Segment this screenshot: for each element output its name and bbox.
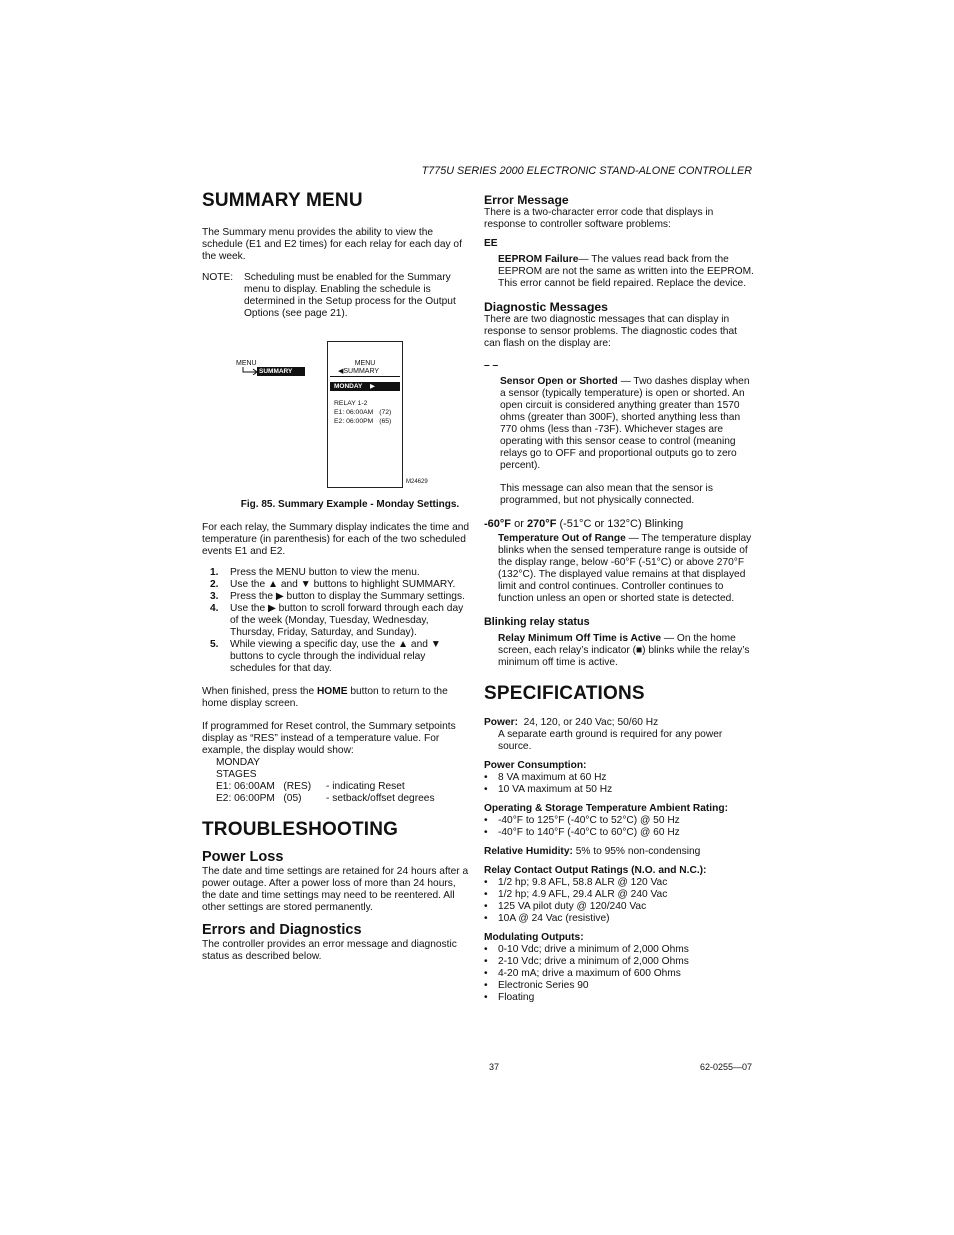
errors-heading: Errors and Diagnostics [202, 922, 362, 938]
list-item [484, 772, 754, 784]
humidity-value: 5% to 95% non-condensing [572, 846, 701, 857]
humidity-spec [484, 846, 754, 858]
power-label: Power: [484, 717, 518, 728]
sensor-text: — Two dashes display when a sensor (typically temperature) is open or shorted. An open circuit is considered anything greater than 1570 ohms (greater than 300F), shorted anything less than 770 ohms (less than -73F). Whichever stages are operating with this sensor cease to control (meaning relays go to OFF and proportional outputs go to zero percent). [500, 376, 750, 471]
fig-left-summary: SUMMARY [257, 367, 305, 376]
list-item [484, 827, 754, 839]
list-item [484, 901, 754, 913]
step-text: Press the ▶ button to display the Summary settings. [230, 591, 465, 602]
list-item [484, 877, 754, 889]
reset-example [202, 757, 470, 805]
range-t1: or [511, 518, 527, 530]
error-code: EE [484, 238, 498, 249]
consumption-list [484, 772, 754, 796]
step-item [202, 603, 470, 639]
fig-e1-row [334, 408, 391, 417]
range-item-text: — The temperature display blinks when the sensed temperature range is outside of the display range, below -60°F (-51°C) or above 270°F (132°C). The displayed value remains at that displayed limit and control continues. Controller continues to function unless an open or shorted state is detected. [498, 533, 752, 604]
fig-caption: Fig. 85. Summary Example - Monday Settings. [240, 499, 460, 510]
reset-cell: - setback/offset degrees [326, 793, 435, 804]
blinking-heading: Blinking relay status [484, 616, 590, 628]
bullet: • [484, 956, 488, 967]
power-loss-heading: Power Loss [202, 849, 284, 865]
eeprom-item [484, 254, 754, 290]
diagnostic-intro: There are two diagnostic messages that can display in response to sensor problems. The diagnostic codes that can flash on the display are: [484, 314, 737, 349]
left-arrow-icon: ◀ [338, 368, 344, 375]
step-number: 5. [210, 639, 219, 650]
step-item [202, 639, 470, 675]
bullet: • [484, 815, 488, 826]
relay-list [484, 877, 754, 925]
blinking-text: — On the home screen, each relay’s indicator (■) blinks while the relay’s minimum off time is active. [498, 633, 750, 668]
finished-text [202, 686, 470, 710]
list-item [484, 980, 754, 992]
finished-bold: HOME [316, 686, 348, 697]
summary-steps [202, 567, 470, 675]
eeprom-text: — The values read back from the EEPROM are not the same as written into the EEPROM. This error cannot be field repaired. Replace the device. [498, 254, 754, 289]
humidity-label: Relative Humidity: [484, 846, 573, 857]
step-item [202, 591, 470, 603]
reset-cell: E1: 06:00AM (RES) [216, 781, 312, 792]
step-text: While viewing a specific day, use the ▲ and ▼ buttons to cycle through the individual relay schedules for that day. [230, 639, 441, 674]
sensor-item [484, 376, 754, 472]
list-item-text: 4-20 mA; drive a maximum of 600 Ohms [498, 968, 681, 979]
list-item-text: 1/2 hp; 9.8 AFL, 58.8 ALR @ 120 Vac [498, 877, 668, 888]
temp-list [484, 815, 754, 839]
list-item-text: Electronic Series 90 [498, 980, 589, 991]
list-item [484, 889, 754, 901]
step-item [202, 567, 470, 579]
reset-cell: E2: 06:00PM (05) [216, 793, 302, 804]
dash-code: – – [484, 360, 499, 371]
fig-code: M24629 [406, 479, 428, 485]
errors-text: The controller provides an error message and diagnostic status as described below. [202, 939, 457, 962]
relay-label: Relay Contact Output Ratings (N.O. and N.C.): [484, 865, 707, 876]
fig-screen-summary: SUMMARY [343, 368, 380, 375]
finished-post: button to return to the home display screen. [202, 686, 448, 709]
note-label: NOTE: [202, 272, 234, 283]
return-arrow-icon [242, 367, 258, 375]
list-item-text: 8 VA maximum at 60 Hz [498, 772, 607, 783]
left-column-lower [202, 522, 470, 963]
fig-screen-menu: MENU [354, 360, 376, 367]
summary-menu-heading: SUMMARY MENU [202, 190, 363, 211]
list-item [484, 784, 754, 796]
fig-screen-summary-row [338, 368, 379, 376]
step-text: Press the MENU button to view the menu. [230, 567, 420, 578]
range-b1: -60°F [484, 518, 512, 530]
power-loss-text: The date and time settings are retained for 24 hours after a power outage. After a power loss of more than 24 hours, the date and time settings may need to be reentered. All other settings are stored permanently. [202, 866, 469, 913]
blinking-item [484, 633, 754, 669]
sensor-bold: Sensor Open or Shorted [500, 376, 618, 387]
bullet: • [484, 901, 488, 912]
fig-day-bar [330, 382, 400, 391]
eeprom-bold: EEPROM Failure [498, 254, 579, 265]
bullet: • [484, 784, 488, 795]
fig-divider [330, 376, 400, 377]
right-column [484, 193, 754, 1004]
document-number: 62-0255—07 [699, 1062, 752, 1072]
bullet: • [484, 877, 488, 888]
reset-line: MONDAY [216, 757, 260, 768]
diagnostic-heading: Diagnostic Messages [484, 300, 608, 314]
power-value: 24, 120, or 240 Vac; 50/60 Hz [517, 717, 659, 728]
bullet: • [484, 968, 488, 979]
list-item-text: 1/2 hp; 4.9 AFL, 29.4 ALR @ 240 Vac [498, 889, 668, 900]
bullet: • [484, 913, 488, 924]
list-item-text: 125 VA pilot duty @ 120/240 Vac [498, 901, 647, 912]
fig-e2: E2: 06:00PM [334, 418, 374, 425]
list-item-text: 0-10 Vdc; drive a minimum of 2,000 Ohms [498, 944, 689, 955]
list-item [484, 968, 754, 980]
list-item-text: 2-10 Vdc; drive a minimum of 2,000 Ohms [498, 956, 689, 967]
specifications-heading: SPECIFICATIONS [484, 683, 645, 704]
summary-intro: The Summary menu provides the ability to view the schedule (E1 and E2 times) for each relay for each day of the week. [202, 227, 462, 262]
list-item-text: Floating [498, 992, 535, 1003]
fig-screen [327, 341, 403, 488]
range-code [484, 518, 754, 530]
reset-text: If programmed for Reset control, the Summary setpoints display as “RES” instead of a temperature value. For example, the display would show: [202, 721, 456, 756]
list-item-text: 10 VA maximum at 50 Hz [498, 784, 613, 795]
fig-e2-val: (65) [379, 418, 392, 425]
finished-pre: When finished, press the [202, 686, 317, 697]
range-t2: (-51°C or 132°C) Blinking [556, 518, 684, 530]
blinking-bold: Relay Minimum Off Time is Active [498, 633, 662, 644]
power-spec [484, 717, 754, 729]
error-message-intro: There is a two-character error code that displays in response to controller software problems: [484, 207, 714, 230]
step-number: 1. [210, 567, 219, 578]
fig-e1: E1: 06:00AM [334, 409, 374, 416]
range-item-bold: Temperature Out of Range [498, 533, 626, 544]
bullet: • [484, 889, 488, 900]
bullet: • [484, 827, 488, 838]
reset-cell: - indicating Reset [326, 781, 405, 792]
list-item [484, 956, 754, 968]
bullet: • [484, 992, 488, 1003]
sensor-extra: This message can also mean that the sensor is programmed, but not physically connected. [500, 483, 713, 506]
fig-relay: RELAY 1-2 [334, 400, 368, 407]
bullet: • [484, 944, 488, 955]
summary-figure [230, 340, 470, 490]
step-number: 4. [210, 603, 219, 614]
list-item-text: 10A @ 24 Vac (resistive) [498, 913, 610, 924]
bullet: • [484, 980, 488, 991]
fig-e2-row [334, 417, 391, 426]
list-item-text: -40°F to 140°F (-40°C to 60°C) @ 60 Hz [498, 827, 680, 838]
list-item-text: -40°F to 125°F (-40°C to 52°C) @ 50 Hz [498, 815, 680, 826]
bullet: • [484, 772, 488, 783]
for-each-text: For each relay, the Summary display indicates the time and temperature (in parenthesis) for each of the two scheduled events E1 and E2. [202, 522, 470, 557]
range-b2: 270°F [526, 518, 557, 530]
temp-label: Operating & Storage Temperature Ambient Rating: [484, 803, 728, 814]
list-item [484, 913, 754, 925]
step-item [202, 579, 470, 591]
running-header: T775U SERIES 2000 ELECTRONIC STAND-ALONE CONTROLLER [421, 165, 752, 177]
power-note: A separate earth ground is required for any power source. [498, 729, 723, 752]
list-item [484, 992, 754, 1004]
fig-day: MONDAY [334, 383, 363, 390]
mod-label: Modulating Outputs: [484, 932, 584, 943]
list-item [484, 815, 754, 827]
reset-row [216, 781, 470, 793]
range-item [484, 533, 754, 605]
consumption-label: Power Consumption: [484, 760, 587, 771]
left-column [202, 190, 470, 320]
summary-note [202, 272, 470, 320]
step-number: 3. [210, 591, 219, 602]
troubleshooting-heading: TROUBLESHOOTING [202, 819, 399, 840]
fig-e1-val: (72) [379, 409, 392, 416]
list-item [484, 944, 754, 956]
error-message-heading: Error Message [484, 193, 569, 207]
step-text: Use the ▶ button to scroll forward through each day of the week (Monday, Tuesday, Wednesday, Thursday, Friday, Saturday, and Sunday). [230, 603, 464, 638]
note-text: Scheduling must be enabled for the Summary menu to display. Enabling the schedule is determined in the Setup process for the Output Options (see page 21). [244, 272, 456, 319]
page-number: 37 [489, 1062, 500, 1072]
right-arrow-icon: ▶ [370, 383, 375, 390]
reset-line: STAGES [216, 769, 257, 780]
step-number: 2. [210, 579, 219, 590]
mod-list [484, 944, 754, 1004]
step-text: Use the ▲ and ▼ buttons to highlight SUMMARY. [230, 579, 456, 590]
reset-row [216, 793, 470, 805]
fig-left-menu: MENU [236, 360, 257, 367]
